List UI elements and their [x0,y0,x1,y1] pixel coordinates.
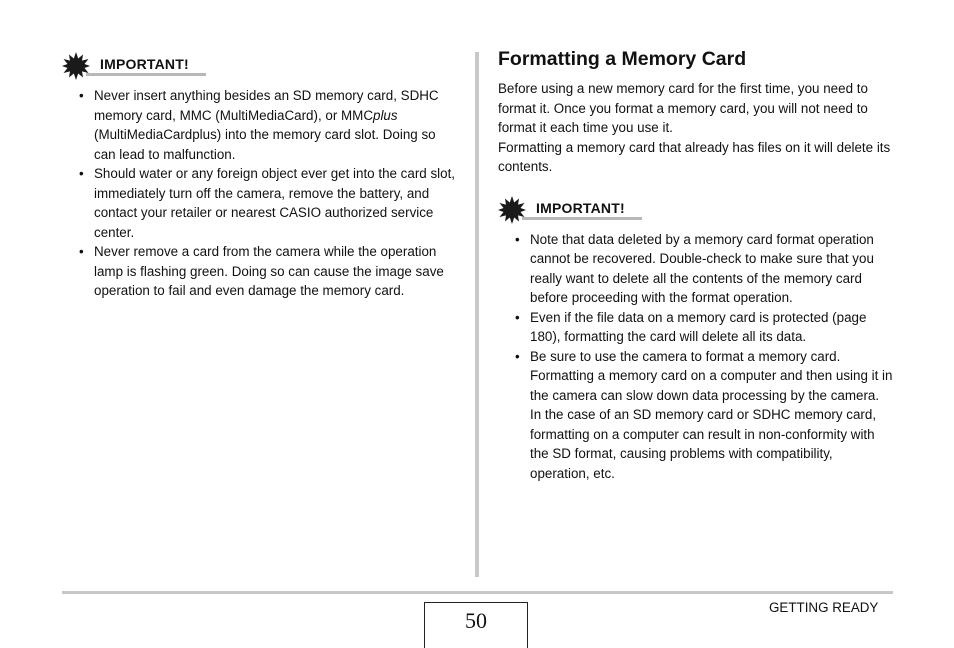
list-item: • Should water or any foreign object ever get into the card slot, immediately turn off the camera, remove the battery, and contact your retailer or nearest CASIO authorized service center. [79,166,456,240]
list-item: • Never insert anything besides an SD memory card, SDHC memory card, MMC (MultiMediaCard), or MMCplus (MultiMediaCardplus) into the memory card slot. Doing so can lead to malfunction. [79,88,439,162]
list-item: • Never remove a card from the camera while the operation lamp is flashing green. Doing so can cause the image save operation to fail and even damage the memory card. [79,244,444,298]
intro-paragraph: Before using a new memory card for the first time, you need to format it. Once you format a memory card, you will not need to format it each time you use it. [498,81,868,135]
left-column [62,52,457,301]
column-divider [475,52,479,577]
important-label: IMPORTANT! [536,199,625,216]
footer-rule [62,591,893,594]
important-header [62,52,457,78]
section-heading: Formatting a Memory Card [498,48,747,70]
page-number: 50 [424,602,528,648]
important-list [498,230,893,484]
intro-paragraph: Formatting a memory card that already has files on it will delete its contents. [498,139,891,174]
section-name: GETTING READY [769,600,879,615]
list-item: • Note that data deleted by a memory card format operation cannot be recovered. Double-check to make sure that you really want to delete all the contents of the memory card before proceeding with the format operation. [515,231,874,305]
important-label: IMPORTANT! [100,56,189,72]
list-item: • Be sure to use the camera to format a memory card. Formatting a memory card on a computer and then using it in the camera can slow down data processing by the camera. In the case of an SD memory card or SDHC memory card, formatting on a computer can result in non-conformity with the SD format, causing problems with compatibility, operation, etc. [515,348,893,481]
intro-text [498,79,893,177]
list-item: • Even if the file data on a memory card is protected (page 180), formatting the card will delete all its data. [515,309,867,344]
important-underline [86,73,206,76]
right-column [498,46,893,483]
important-list [62,86,457,301]
important-header [498,196,893,222]
important-underline [522,217,642,220]
